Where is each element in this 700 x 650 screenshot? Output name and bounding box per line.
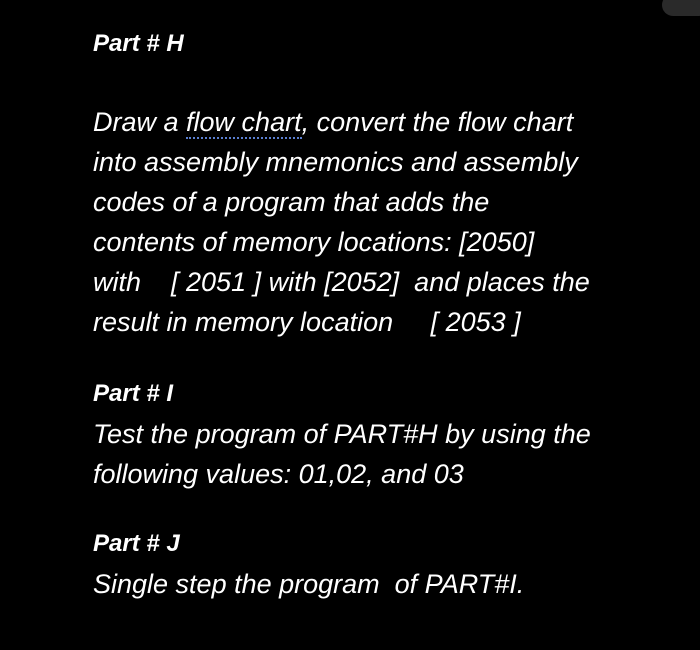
part-i-body bbox=[93, 414, 683, 494]
part-h-line-5: with [ 2051 ] with [2052] and places the bbox=[93, 267, 590, 297]
part-h-line-2: into assembly mnemonics and assembly bbox=[93, 147, 578, 177]
part-h-line-1 bbox=[93, 102, 683, 142]
part-h-line-1-pre: Draw a bbox=[93, 107, 187, 137]
part-h-body bbox=[93, 102, 683, 342]
part-j-body bbox=[93, 564, 683, 604]
part-h-line-3: codes of a program that adds the bbox=[93, 187, 490, 217]
assignment-text bbox=[93, 26, 683, 604]
corner-window-control bbox=[662, 0, 700, 16]
flow-chart-link[interactable]: flow chart bbox=[186, 107, 302, 137]
part-j-line-1: Single step the program of PART#I. bbox=[93, 569, 525, 599]
part-i-heading: Part # I bbox=[93, 380, 174, 407]
part-i-line-2: following values: 01,02, and 03 bbox=[93, 459, 464, 489]
part-h-line-1-post: , convert the flow chart bbox=[301, 107, 574, 137]
part-j-heading: Part # J bbox=[93, 530, 180, 557]
part-i-line-1: Test the program of PART#H by using the bbox=[93, 419, 591, 449]
part-h-line-4: contents of memory locations: [2050] bbox=[93, 227, 535, 257]
part-h-line-6: result in memory location [ 2053 ] bbox=[93, 307, 521, 337]
part-h-heading: Part # H bbox=[93, 30, 184, 57]
